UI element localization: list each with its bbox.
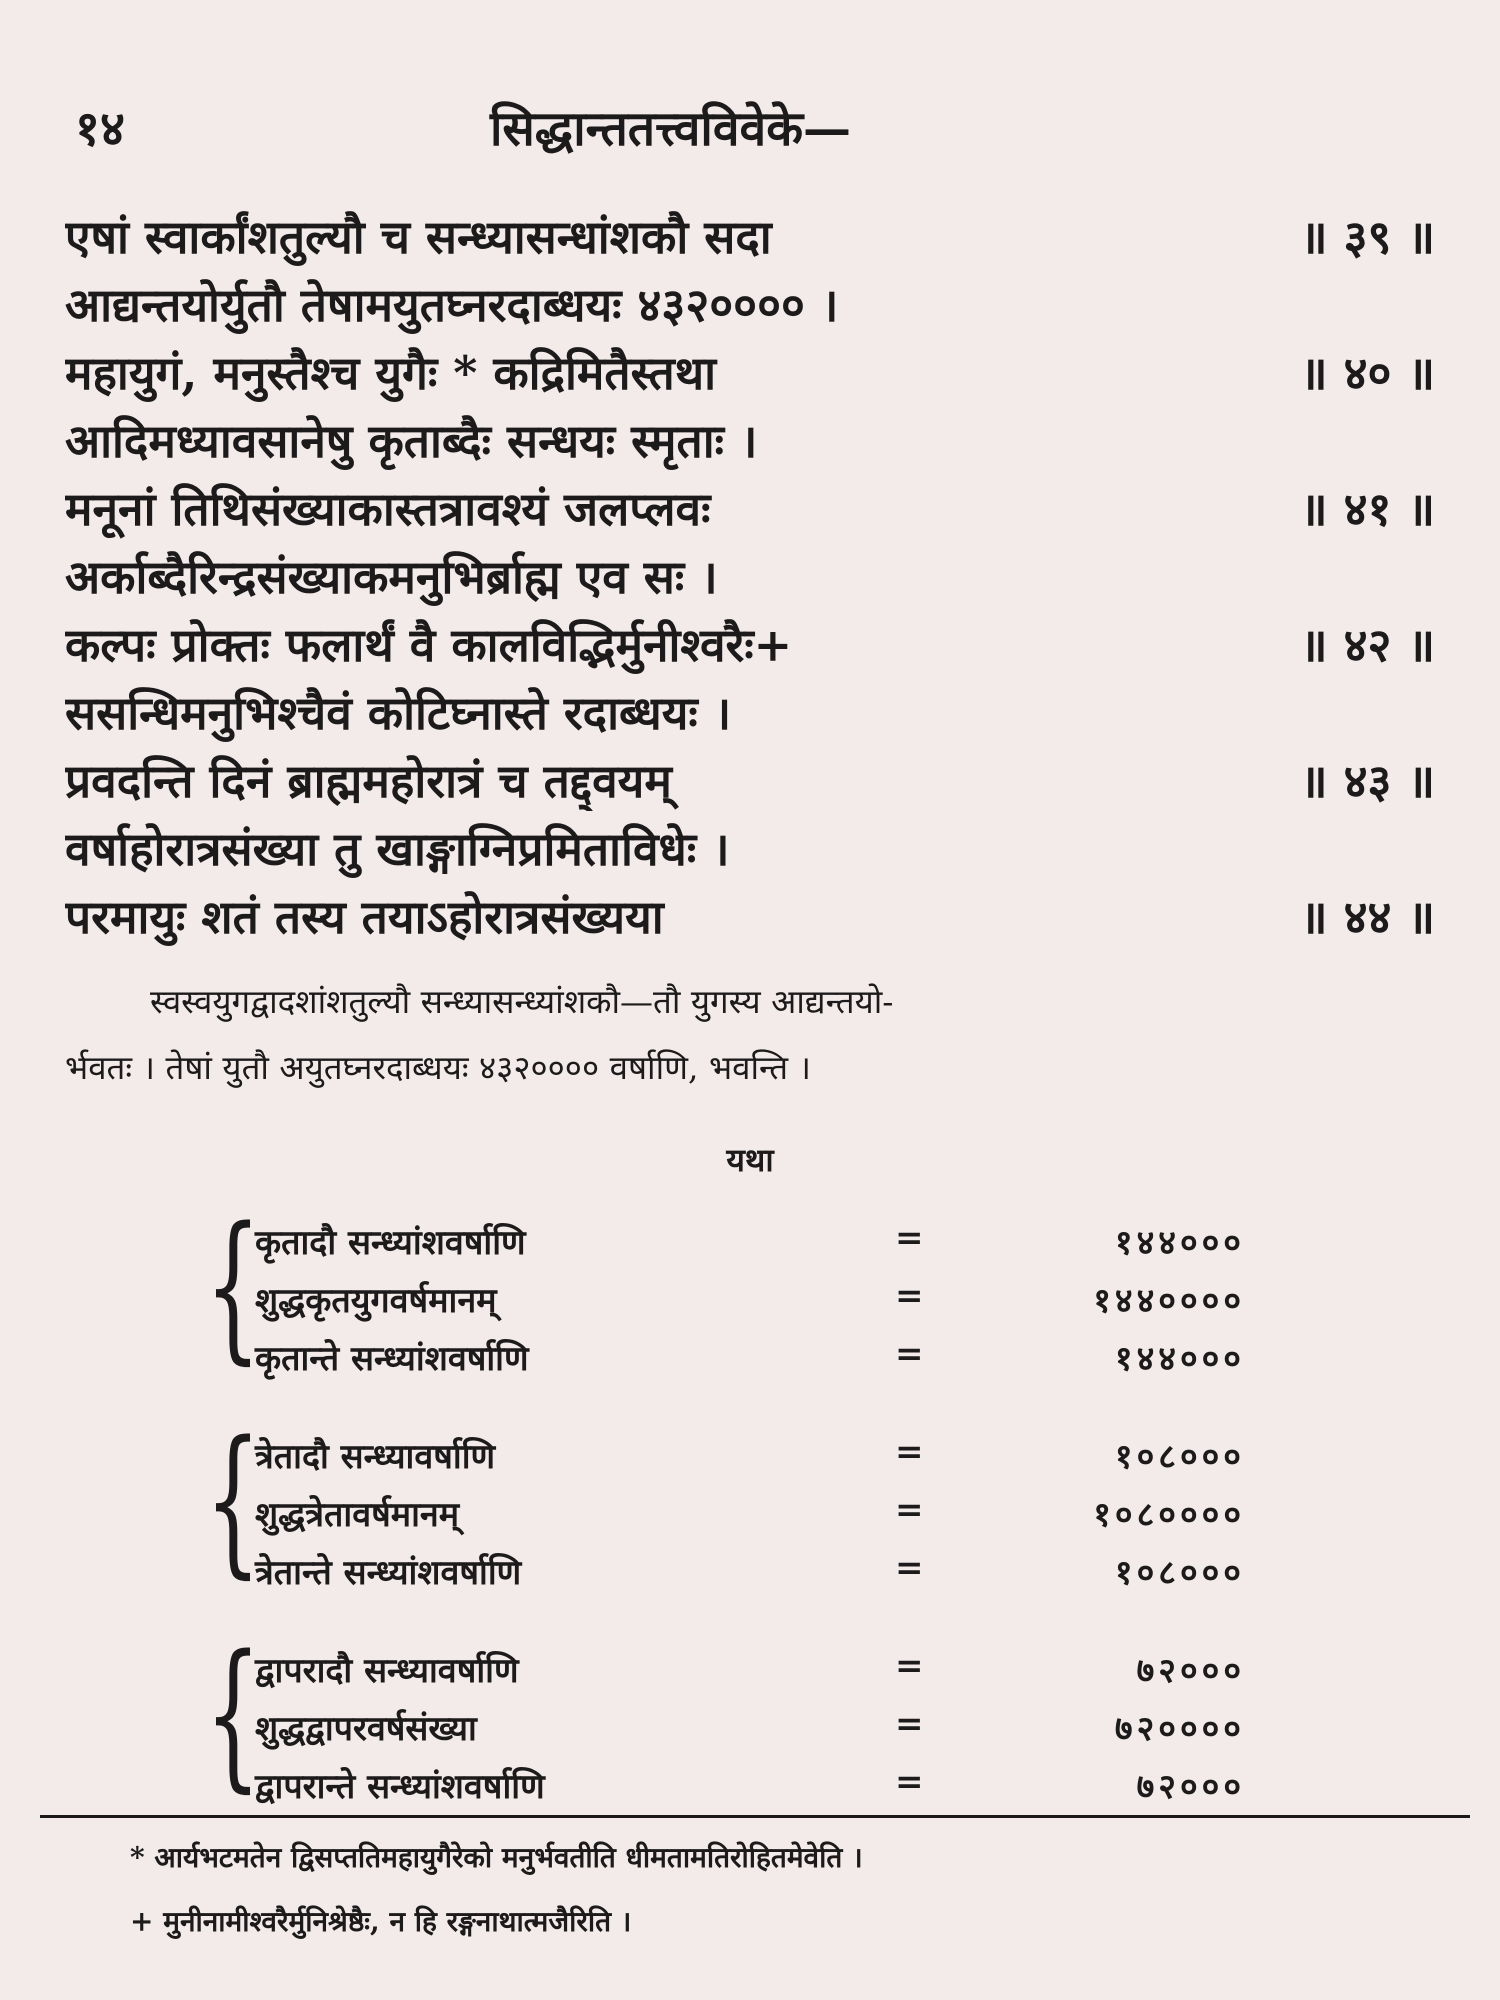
- verse-number: ॥ ३९ ॥: [1300, 210, 1435, 264]
- row-label: शुद्धत्रेतावर्षमानम्: [255, 1495, 460, 1535]
- verse-number: ॥ ४४ ॥: [1300, 890, 1435, 944]
- table-group-krita: [205, 1192, 1305, 1386]
- verse-line: [65, 341, 1435, 409]
- footnote: * आर्यभटमतेन द्विसप्ततिमहायुगैरेको मनुर्भवतीति धीमतामतिरोहितमेवेति ।: [130, 1841, 863, 1874]
- table-row: [205, 1756, 1305, 1814]
- yuga-table: [205, 1192, 1305, 1854]
- verse-line: [65, 545, 1435, 613]
- footnote: + मुनीनामीश्वरैर्मुनिश्रेष्ठैः, न हि रङ्गनाथात्मजैरिति ।: [130, 1905, 632, 1938]
- table-row: [205, 1212, 1305, 1270]
- verse-text: परमायुः शतं तस्य तयाऽहोरात्रसंख्यया: [65, 890, 664, 944]
- table-row: [205, 1698, 1305, 1756]
- row-label: शुद्धकृतयुगवर्षमानम्: [255, 1281, 497, 1321]
- equals-sign: =: [895, 1704, 924, 1744]
- running-title: सिद्धान्ततत्त्वविवेके—: [490, 101, 852, 157]
- verse-text: महायुगं, मनुस्तैश्च युगैः * कद्रिमितैस्तथा: [65, 346, 717, 400]
- footnote-divider: [40, 1815, 1470, 1818]
- verse-number: ॥ ४१ ॥: [1300, 482, 1435, 536]
- brace-glyph: {: [205, 1620, 261, 1807]
- verse-text: आदिमध्यावसानेषु कृताब्दैः सन्धयः स्मृताः ।: [65, 414, 758, 468]
- row-value: ७२०००: [1136, 1651, 1245, 1691]
- table-row: [205, 1640, 1305, 1698]
- table-row: [205, 1542, 1305, 1600]
- verse-number: ॥ ४३ ॥: [1300, 754, 1435, 808]
- equals-sign: =: [895, 1646, 924, 1686]
- row-label: कृतादौ सन्ध्यांशवर्षाणि: [255, 1223, 526, 1263]
- yatha-heading: यथा: [726, 1141, 774, 1179]
- verse-text: एषां स्वार्कांशतुल्यौ च सन्ध्यासन्धांशकौ सदा: [65, 210, 772, 264]
- row-label: शुद्धद्वापरवर्षसंख्या: [255, 1709, 477, 1749]
- commentary: [65, 978, 1440, 1110]
- verse-line: [65, 273, 1435, 341]
- row-label: द्वापरान्ते सन्ध्यांशवर्षाणि: [255, 1767, 545, 1807]
- verse-text: वर्षाहोरात्रसंख्या तु खाङ्गाग्निप्रमिताविधेः ।: [65, 822, 730, 876]
- footnotes: [130, 1838, 1450, 1966]
- table-row: [205, 1426, 1305, 1484]
- row-label: कृतान्ते सन्ध्यांशवर्षाणि: [255, 1339, 529, 1379]
- commentary-line: स्वस्वयुगद्वादशांशतुल्यौ सन्ध्यासन्ध्यांशकौ—तौ युगस्य आद्यन्तयो-: [150, 982, 894, 1021]
- commentary-line: र्भवतः । तेषां युतौ अयुतघ्नरदाब्धयः ४३२०००० वर्षाणि, भवन्ति ।: [65, 1048, 812, 1087]
- equals-sign: =: [895, 1218, 924, 1258]
- verse-text: आद्यन्तयोर्युतौ तेषामयुतघ्नरदाब्धयः ४३२०००० ।: [65, 278, 839, 332]
- row-value: १०८००००: [1093, 1495, 1245, 1535]
- verse-number: ॥ ४२ ॥: [1300, 618, 1435, 672]
- table-row: [205, 1328, 1305, 1386]
- table-group-dvapara: [205, 1620, 1305, 1814]
- row-label: त्रेतादौ सन्ध्यावर्षाणि: [255, 1437, 496, 1477]
- verse-line: [65, 205, 1435, 273]
- row-label: द्वापरादौ सन्ध्यावर्षाणि: [255, 1651, 519, 1691]
- row-value: ७२०००: [1136, 1767, 1245, 1807]
- row-value: १०८०००: [1114, 1553, 1245, 1593]
- verse-text: कल्पः प्रोक्तः फलार्थं वै कालविद्भिर्मुनीश्वरैः+: [65, 618, 793, 672]
- verse-number: ॥ ४० ॥: [1300, 346, 1435, 400]
- verse-text: मनूनां तिथिसंख्याकास्तत्रावश्यं जलप्लवः: [65, 482, 711, 536]
- equals-sign: =: [895, 1334, 924, 1374]
- verse-line: [65, 749, 1435, 817]
- equals-sign: =: [895, 1548, 924, 1588]
- verse-text: ससन्धिमनुभिश्चैवं कोटिघ्नास्ते रदाब्धयः ।: [65, 686, 732, 740]
- table-row: [205, 1270, 1305, 1328]
- equals-sign: =: [895, 1432, 924, 1472]
- verse-line: [65, 681, 1435, 749]
- table-group-treta: [205, 1406, 1305, 1600]
- verse-line: [65, 817, 1435, 885]
- verse-line: [65, 885, 1435, 953]
- equals-sign: =: [895, 1490, 924, 1530]
- brace-glyph: {: [205, 1406, 261, 1593]
- row-value: १४४०००: [1114, 1339, 1245, 1379]
- brace-glyph: {: [205, 1192, 261, 1379]
- equals-sign: =: [895, 1762, 924, 1802]
- row-value: ७२००००: [1114, 1709, 1245, 1749]
- table-row: [205, 1484, 1305, 1542]
- page-header: [75, 95, 1425, 165]
- verse-block: [65, 205, 1435, 953]
- row-value: १४४००००: [1093, 1281, 1245, 1321]
- row-label: त्रेतान्ते सन्ध्यांशवर्षाणि: [255, 1553, 522, 1593]
- row-value: १०८०००: [1114, 1437, 1245, 1477]
- verse-line: [65, 477, 1435, 545]
- equals-sign: =: [895, 1276, 924, 1316]
- row-value: १४४०००: [1114, 1223, 1245, 1263]
- page-number: १४: [75, 101, 125, 157]
- verse-text: अर्काब्दैरिन्द्रसंख्याकमनुभिर्ब्राह्म एव सः ।: [65, 550, 718, 604]
- verse-text: प्रवदन्ति दिनं ब्राह्ममहोरात्रं च तद्द्वयम्: [65, 754, 672, 808]
- verse-line: [65, 409, 1435, 477]
- verse-line: [65, 613, 1435, 681]
